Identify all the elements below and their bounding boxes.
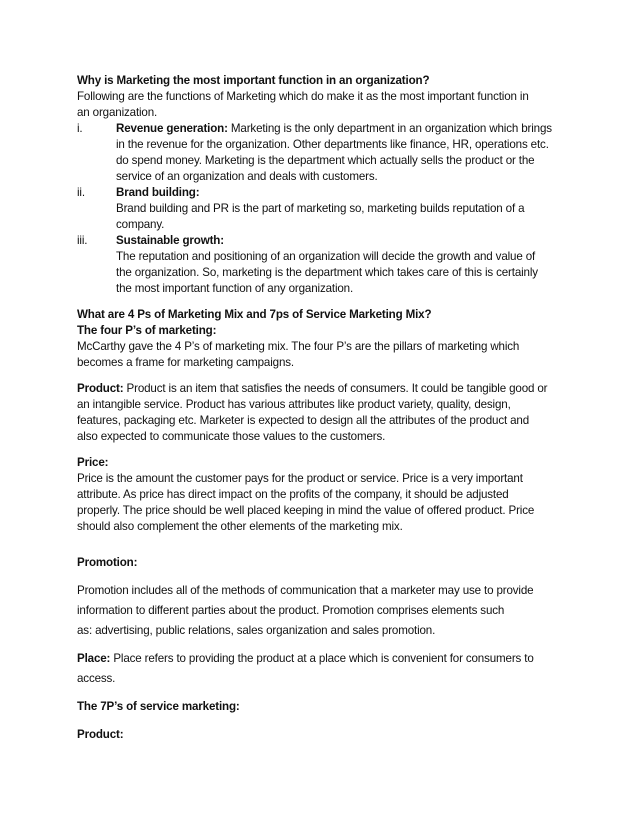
heading-why-marketing: Why is Marketing the most important function in an organization?: [77, 74, 430, 87]
list-item-revenue: [77, 121, 572, 185]
q1-intro-line: an organization.: [77, 106, 158, 119]
q1-intro-line: Following are the functions of Marketing which do make it as the most important function in: [77, 90, 529, 103]
list-item-text: The reputation and positioning of an organization will decide the growth and value of: [116, 250, 536, 263]
heading-4ps-7ps: What are 4 Ps of Marketing Mix and 7ps of Service Marketing Mix?: [77, 308, 432, 321]
subheading-four-ps: The four P’s of marketing:: [77, 324, 217, 337]
list-number: i.: [77, 122, 83, 135]
list-item-text: Marketing is the only department in an organization which brings: [227, 122, 552, 135]
list-number: ii.: [77, 186, 85, 199]
list-item-text: company.: [116, 218, 165, 231]
price-text: Price is the amount the customer pays for the product or service. Price is a very important: [77, 472, 523, 485]
list-item-growth: [77, 233, 572, 297]
list-item-text: service of an organization and deals with customers.: [116, 170, 378, 183]
product-text: features, packaging etc. Marketer is expected to design all the attributes of the product and: [77, 414, 530, 427]
product-text: also expected to communicate those values to the customers.: [77, 430, 386, 443]
promotion-text: information to different parties about the product. Promotion comprises elements such: [77, 604, 505, 617]
list-item-title: Revenue generation:: [116, 122, 228, 135]
place-text: access.: [77, 672, 116, 685]
service-product-label: Product:: [77, 728, 124, 741]
promotion-text: as: advertising, public relations, sales organization and sales promotion.: [77, 624, 436, 637]
product-text: Product is an item that satisfies the needs of consumers. It could be tangible good or: [123, 382, 548, 395]
list-item-brand: [77, 185, 572, 233]
price-text: properly. The price should be well placed keeping in mind the value of offered product. Price: [77, 504, 535, 517]
product-text: an intangible service. Product has various attributes like product variety, quality, design,: [77, 398, 511, 411]
list-number: iii.: [77, 234, 88, 247]
list-item-text: Brand building and PR is the part of marketing so, marketing builds reputation of a: [116, 202, 525, 215]
price-text: attribute. As price has direct impact on the profits of the company, it should be adjusted: [77, 488, 509, 501]
list-item-text: the organization. So, marketing is the department which takes care of this is certainly: [116, 266, 538, 279]
list-item-title: Brand building:: [116, 186, 200, 199]
promotion-text: Promotion includes all of the methods of communication that a marketer may use to provide: [77, 584, 534, 597]
place-label: Place:: [77, 652, 111, 665]
heading-7ps-service: The 7P’s of service marketing:: [77, 700, 240, 713]
place-text: Place refers to providing the product at a place which is convenient for consumers to: [110, 652, 534, 665]
list-item-text: in the revenue for the organization. Other departments like finance, HR, operations etc.: [116, 138, 549, 151]
price-text: should also complement the other elements of the marketing mix.: [77, 520, 403, 533]
promotion-label: Promotion:: [77, 556, 138, 569]
product-label: Product:: [77, 382, 124, 395]
list-item-text: the most important function of any organization.: [116, 282, 354, 295]
list-item-title: Sustainable growth:: [116, 234, 224, 247]
list-item-text: do spend money. Marketing is the department which actually sells the product or the: [116, 154, 535, 167]
document-page: [77, 73, 572, 745]
price-label: Price:: [77, 456, 109, 469]
four-ps-intro-line: becomes a frame for marketing campaigns.: [77, 356, 294, 369]
four-ps-intro-line: McCarthy gave the 4 P’s of marketing mix. The four P’s are the pillars of marketing which: [77, 340, 520, 353]
